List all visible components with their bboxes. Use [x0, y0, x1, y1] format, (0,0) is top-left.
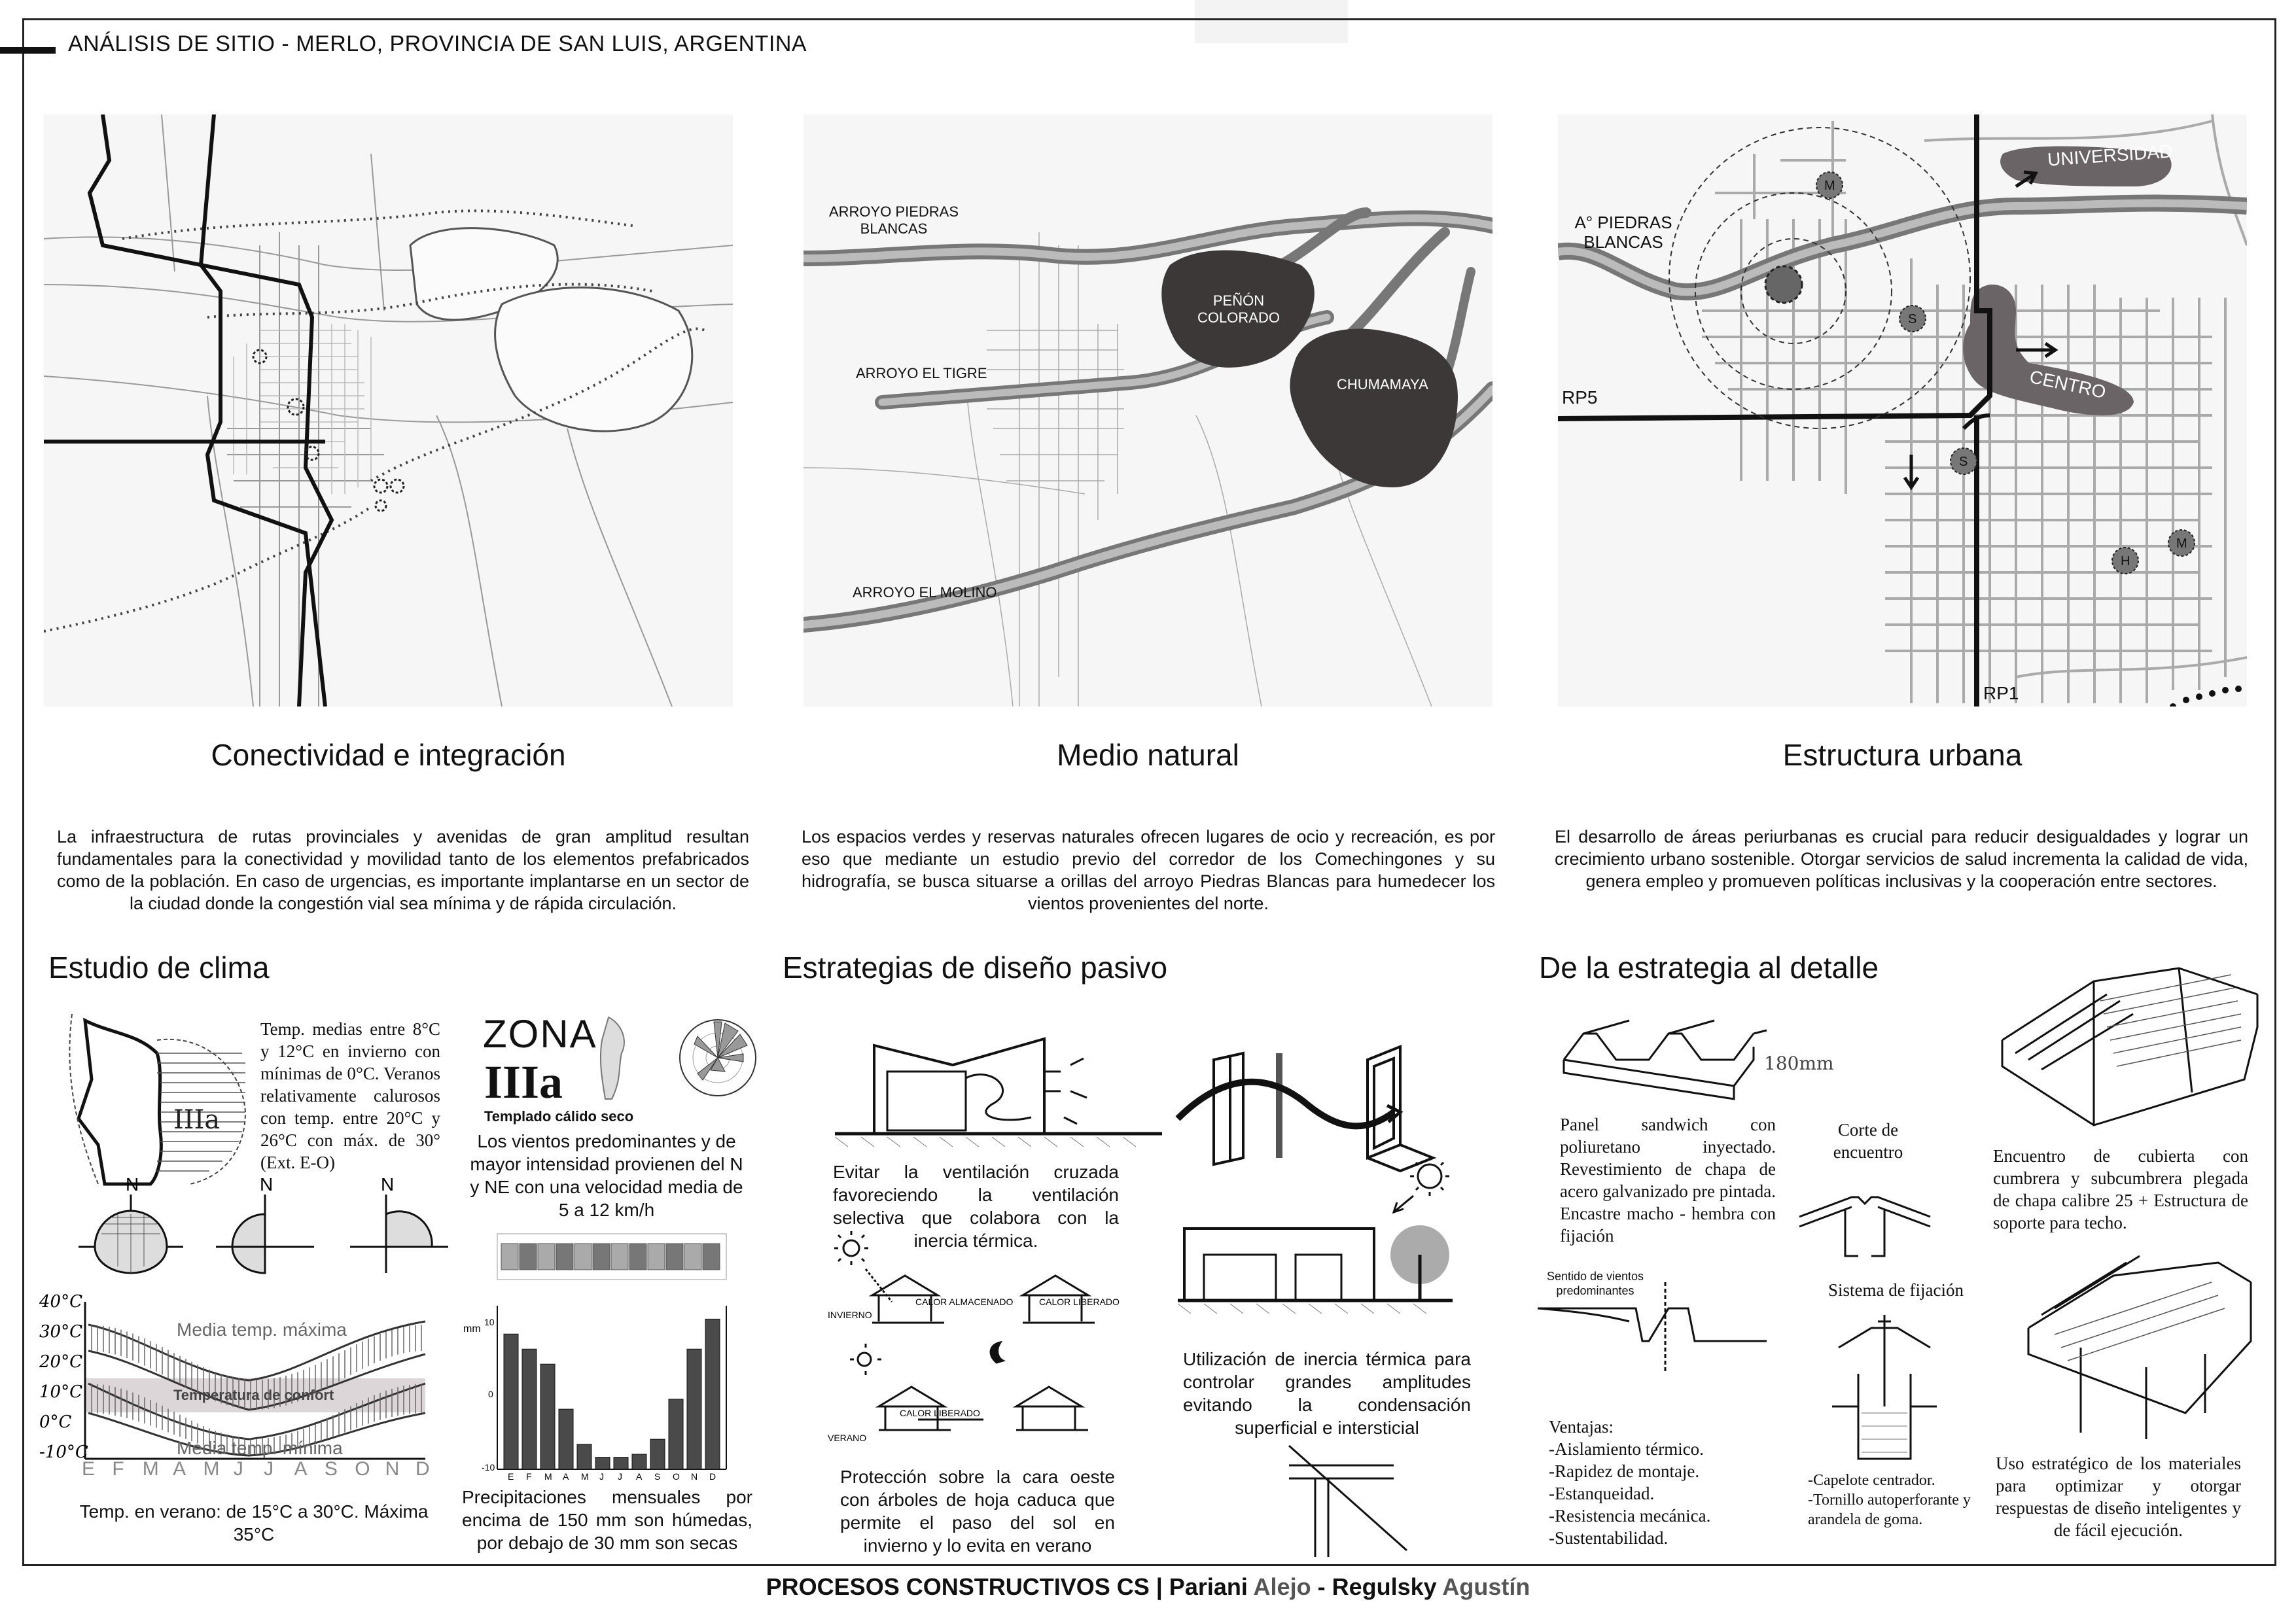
- precip-bar: [687, 1349, 701, 1469]
- precip-bar: [650, 1439, 665, 1469]
- label-sentido-vientos: Sentido de vientos predominantes: [1546, 1270, 1644, 1297]
- compass-n-3: N: [381, 1174, 395, 1195]
- precip-top-cell: [574, 1244, 592, 1270]
- map-estructura-urbana: [1558, 114, 2247, 707]
- precip-month-label: S: [654, 1471, 661, 1482]
- temp-ytick: 20°C: [39, 1352, 82, 1372]
- heading-diseno-pasivo: Estrategias de diseño pasivo: [783, 951, 1168, 985]
- precip-bar: [669, 1399, 683, 1469]
- text-inercia: Utilización de inercia térmica para controlar grandes amplitudes evitando la condensación superficial e intersticial: [1183, 1349, 1471, 1438]
- precip-month-label: J: [618, 1471, 622, 1482]
- label-confort: Temperatura de confort: [173, 1387, 334, 1403]
- precip-top-cell: [684, 1244, 701, 1270]
- precip-month-label: M: [544, 1471, 552, 1482]
- condensation-detail-sketch: [1276, 1446, 1407, 1557]
- precip-bar: [595, 1457, 610, 1469]
- sun-path-diagrams: [72, 1174, 465, 1273]
- text-verano: Temp. en verano: de 15°C a 30°C. Máxima 35°C: [79, 1501, 429, 1544]
- compass-n-2: N: [260, 1174, 274, 1195]
- sheet-title: ANÁLISIS DE SITIO - MERLO, PROVINCIA DE SAN LUIS, ARGENTINA: [68, 31, 807, 56]
- caption-estructura-urbana: Estructura urbana: [1782, 738, 2022, 772]
- precip-bar: [632, 1454, 646, 1469]
- label-sistema-fijacion: Sistema de fijación: [1828, 1280, 1964, 1300]
- temp-month-label: N: [385, 1458, 400, 1480]
- temp-month-label: A: [173, 1458, 186, 1480]
- sun-protection-sketch: [826, 1230, 1127, 1446]
- footer-sep: -: [1317, 1573, 1326, 1600]
- precip-top-cell: [538, 1244, 555, 1270]
- temp-ytick: 40°C: [39, 1292, 82, 1312]
- precip-month-label: D: [709, 1471, 716, 1482]
- label-s-2: S: [1959, 455, 1968, 469]
- footer-name-2: Agustín: [1442, 1573, 1530, 1600]
- temp-month-label: D: [415, 1458, 430, 1480]
- precip-ytick-2: 0: [488, 1389, 493, 1399]
- precip-month-label: E: [508, 1471, 514, 1482]
- heading-estudio-clima: Estudio de clima: [48, 951, 270, 985]
- precip-month-label: A: [636, 1471, 643, 1482]
- label-m-1: M: [1824, 179, 1835, 193]
- precip-bar: [522, 1349, 537, 1469]
- precip-bar: [705, 1319, 720, 1469]
- label-s-1: S: [1908, 312, 1917, 326]
- label-verano: VERANO: [828, 1433, 867, 1443]
- temperature-chart: [39, 1292, 432, 1480]
- sandwich-panel-sketch: [1557, 1007, 1834, 1112]
- text-medio-natural: Los espacios verdes y reservas naturales ofrecen lugares de ocio y recreación, es por eso que mediante un estudio previo del corredor de los Comechingones y su hidrografía, se busca situarse a orillas del arroyo Piedras Blancas para humedecer los vientos provenientes del norte.: [802, 827, 1495, 913]
- precip-month-label: J: [599, 1471, 604, 1482]
- label-el-tigre: ARROYO EL TIGRE: [856, 365, 987, 381]
- zona-desc: Templado cálido seco: [484, 1108, 634, 1125]
- precip-top-cell: [556, 1244, 573, 1270]
- temp-month-label: E: [82, 1458, 96, 1480]
- label-m-2: M: [2176, 536, 2187, 551]
- label-calor-liberado-2: CALOR LIBERADO: [900, 1408, 980, 1418]
- footer-name-1: Alejo: [1253, 1573, 1311, 1600]
- label-chumamaya: CHUMAMAYA: [1337, 376, 1428, 393]
- precip-top-cell: [611, 1244, 628, 1270]
- caption-conectividad: Conectividad e integración: [211, 738, 566, 772]
- precip-ytick-1: 10: [484, 1317, 495, 1327]
- zona-word: ZONA: [483, 1012, 597, 1056]
- corner-bar: [0, 47, 56, 54]
- text-uso-estrategico: Uso estratégico de los materiales para optimizar y otorgar respuestas de diseño inteligentes y de fácil ejecución.: [1996, 1454, 2241, 1540]
- precip-month-label: A: [563, 1471, 569, 1482]
- precip-bar: [504, 1334, 518, 1469]
- text-estructura-urbana: El desarrollo de áreas periurbanas es crucial para reducir desigualdades y lograr un crecimiento urbano sostenible. Otorgar servicios de salud incrementa la calidad de vida, genera empleo y promueven políticas inclusivas y la cooperación entre sectores.: [1555, 827, 2248, 891]
- precip-month-label: F: [526, 1471, 532, 1482]
- cumbrera-sketch: [1996, 962, 2270, 1158]
- footer: [0, 1573, 2296, 1601]
- text-proteccion-oeste: Protección sobre la cara oeste con árboles de hoja caduca que permite el paso del sol en invierno y lo evita en verano: [840, 1467, 1115, 1556]
- text-vientos: Los vientos predominantes y de mayor intensidad provienen del N y NE con una velocidad media de 5 a 12 km/h: [470, 1131, 743, 1220]
- caption-medio-natural: Medio natural: [1057, 738, 1239, 772]
- label-el-molino: ARROYO EL MOLINO: [853, 584, 997, 601]
- thermal-inertia-sketch: [1178, 1157, 1453, 1314]
- precip-top-cell: [666, 1244, 683, 1270]
- temp-month-label: M: [142, 1458, 159, 1480]
- temp-month-label: A: [294, 1458, 308, 1480]
- precip-month-label: O: [673, 1471, 680, 1482]
- estructura-techo-sketch: [2015, 1249, 2264, 1439]
- temp-month-label: M: [203, 1458, 220, 1480]
- temp-ytick: 0°C: [39, 1412, 72, 1432]
- precip-top-cell: [520, 1244, 537, 1270]
- label-media-max: Media temp. máxima: [177, 1319, 347, 1340]
- temp-month-label: J: [264, 1458, 274, 1480]
- fijacion-sketch: [1826, 1315, 1943, 1472]
- temp-month-label: J: [233, 1458, 243, 1480]
- temp-month-label: O: [355, 1458, 370, 1480]
- label-rp1: RP1: [1983, 683, 2019, 703]
- text-precipitaciones: Precipitaciones mensuales por encima de 150 mm son húmedas, por debajo de 30 mm son secas: [462, 1487, 752, 1553]
- label-universidad: UNIVERSIDAD: [2047, 141, 2174, 170]
- text-ventajas: Ventajas: -Aislamiento térmico. -Rapidez de montaje. -Estanqueidad. -Resistencia mecánica. -Sustentabilidad.: [1549, 1417, 1711, 1548]
- precip-month-label: N: [691, 1471, 698, 1482]
- label-corte-encuentro: Corte de encuentro: [1833, 1120, 1903, 1162]
- precip-bar: [559, 1409, 573, 1469]
- label-h: H: [2121, 554, 2130, 568]
- heading-estrategia-detalle: De la estrategia al detalle: [1539, 951, 1879, 985]
- precip-bar: [614, 1457, 628, 1469]
- ventilation-sketch: [835, 1026, 1162, 1150]
- label-penon-colorado: PEÑÓN COLORADO: [1197, 292, 1280, 326]
- text-ventilacion: Evitar la ventilación cruzada favoreciendo la ventilación selectiva que colabora con la inercia térmica.: [833, 1162, 1119, 1251]
- precip-bar: [577, 1444, 592, 1469]
- precip-ytick-3: -10: [482, 1462, 495, 1473]
- temp-ytick: 10°C: [39, 1382, 82, 1402]
- label-media-min: Media temp. mínima: [177, 1438, 343, 1458]
- footer-course: PROCESOS CONSTRUCTIVOS CS | Pariani: [766, 1573, 1248, 1600]
- precip-month-label: M: [581, 1471, 589, 1482]
- precip-top-cell: [629, 1244, 646, 1270]
- text-panel-sandwich: Panel sandwich con poliuretano inyectado. Revestimiento de chapa de acero galvanizado pre pintada. Encastre macho - hembra con fijación: [1560, 1115, 1776, 1246]
- compass-n-1: N: [126, 1174, 139, 1195]
- precip-top-cell: [648, 1244, 665, 1270]
- text-temperaturas: Temp. medias entre 8°C y 12°C en invierno con mínimas de 0°C. Veranos relativamente calurosos con temp. entre 20°C y 26°C con máx. de 30° (Ext. E-O): [260, 1019, 440, 1172]
- temp-ytick: -10°C: [39, 1442, 88, 1462]
- label-rp5: RP5: [1562, 387, 1598, 408]
- text-encuentro-cubierta: Encuentro de cubierta con cumbrera y subcumbrera plegada de chapa calibre 25 + Estructura de soporte para techo.: [1993, 1146, 2248, 1232]
- precip-top-cell: [501, 1244, 518, 1270]
- precip-top-cell: [593, 1244, 610, 1270]
- precip-ylabel: mm: [463, 1323, 481, 1335]
- text-conectividad: La infraestructura de rutas provinciales y avenidas de gran amplitud resultan fundamentales para la conectividad y movilidad tanto de los elementos prefabricados como de la población. En caso de urgencias, es importante implantarse en un sector de la ciudad donde la congestión vial sea mínima y de rápida circulación.: [57, 827, 749, 913]
- footer-surname-2: Regulsky: [1332, 1573, 1437, 1600]
- label-calor-almacenado: CALOR ALMACENADO: [915, 1297, 1014, 1307]
- precip-bar: [540, 1364, 555, 1469]
- precipitation-chart: [458, 1234, 746, 1482]
- label-centro: CENTRO: [2028, 366, 2108, 402]
- wind-rose: [678, 1018, 758, 1098]
- corte-encuentro-sketch: [1799, 1178, 1956, 1263]
- zona-sketch-label: IIIa: [173, 1105, 221, 1135]
- temp-month-label: S: [324, 1458, 338, 1480]
- label-calor-liberado-1: CALOR LIBERADO: [1039, 1297, 1120, 1307]
- map-conectividad: [44, 114, 733, 707]
- zona-map-sketch: [59, 1014, 249, 1191]
- argentina-map-icon: [582, 1014, 648, 1106]
- temp-ytick: 30°C: [39, 1322, 82, 1342]
- zona-code: IIIa: [484, 1056, 563, 1108]
- label-invierno: INVIERNO: [828, 1310, 872, 1320]
- label-piedras-blancas-urbana: A° PIEDRAS BLANCAS: [1574, 213, 1672, 252]
- temp-month-label: F: [112, 1458, 124, 1480]
- viento-section-sketch: [1538, 1282, 1767, 1374]
- precip-top-cell: [703, 1244, 720, 1270]
- label-piedras-blancas: ARROYO PIEDRAS BLANCAS: [828, 203, 959, 237]
- map-medio-natural: [804, 114, 1492, 707]
- panel-dimension: 180mm: [1764, 1053, 1834, 1074]
- text-fijacion: -Capelote centrador. -Tornillo autoperforante y arandela de goma.: [1808, 1472, 1971, 1528]
